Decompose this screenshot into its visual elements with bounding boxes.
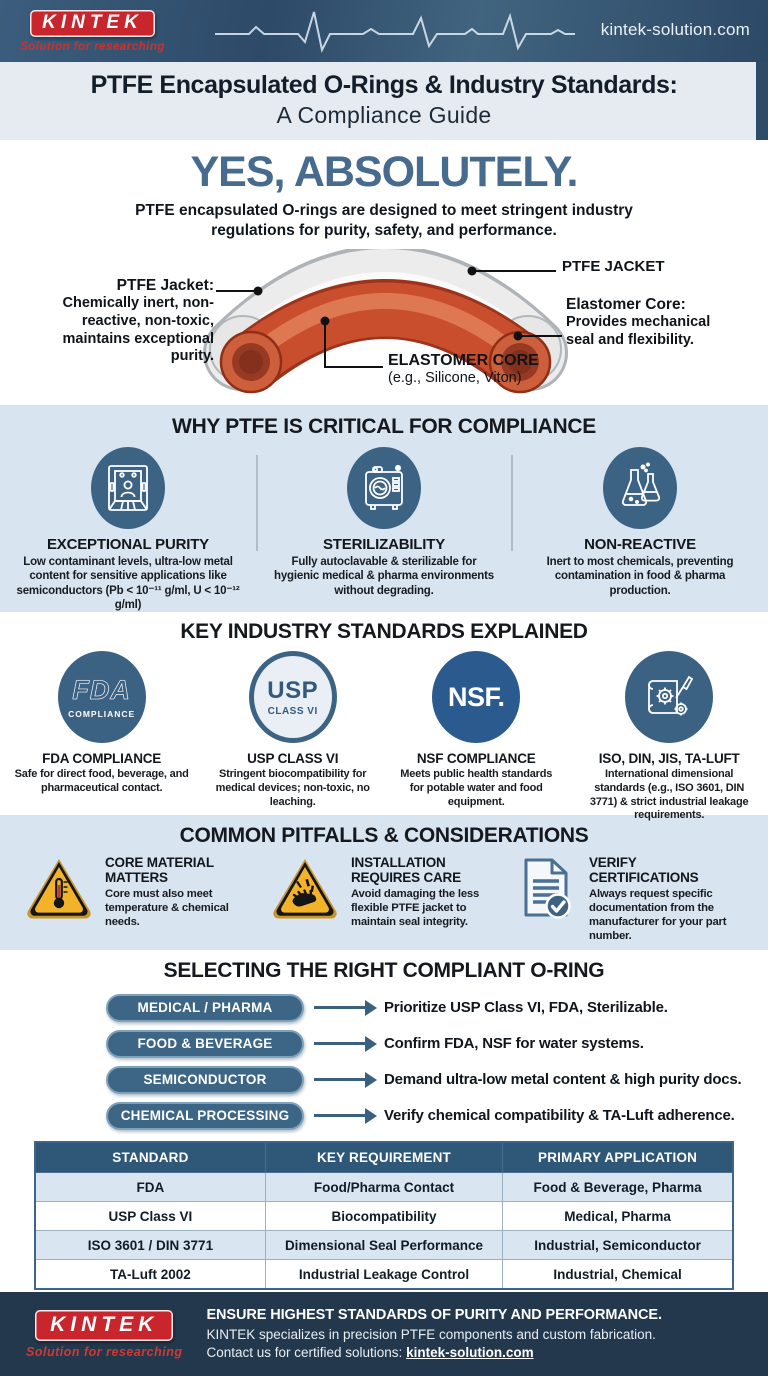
arrow-right-icon [314,1006,366,1010]
standard-title: NSF COMPLIANCE [416,751,536,766]
website-text: kintek-solution.com [600,20,750,39]
table-header-row [35,1142,733,1173]
selecting-row-text: Confirm FDA, NSF for water systems. [384,1035,644,1052]
why-item-body: Low contaminant levels, ultra-low metal content for sensitive applications like semiconductors (Pb < 10⁻¹¹ g/ml, U < 10⁻¹² g/ml) [16,556,240,612]
selecting-row-text: Demand ultra-low metal content & high purity docs. [384,1071,742,1088]
label-body: Provides mechanical seal and flexibility. [566,314,711,348]
cell-standard: USP Class VI [35,1202,265,1231]
why-item-purity [0,447,256,613]
badge-subtext: COMPLIANCE [68,709,136,719]
selecting-row-chemical [106,1101,768,1130]
cell-application: Medical, Pharma [503,1202,733,1231]
badge-subtext: CLASS VI [267,706,318,717]
food-beverage-pill: FOOD & BEVERAGE [106,1030,304,1058]
blueprint-gears-icon [625,651,713,743]
label-title: PTFE Jacket: [116,277,214,295]
standard-body: Safe for direct food, beverage, and pharmaceutical contact. [14,768,189,794]
badge-text: USP [267,677,319,704]
table-row [35,1173,733,1202]
document-check-icon [514,855,580,928]
table-row [35,1260,733,1290]
pitfall-item-installation [268,855,500,943]
why-item-body: Fully autoclavable & sterilizable for hygienic medical & pharma environments without degrading. [274,556,494,597]
page-title: PTFE Encapsulated O-Rings & Industry Standards: [90,71,678,99]
table-row [35,1231,733,1260]
fda-compliance-badge-icon [58,651,146,743]
footer-heading: ENSURE HIGHEST STANDARDS OF PURITY AND PERFORMANCE. [206,1307,662,1324]
pitfall-body: Always request specific documentation from the manufacturer for your part number. [589,888,727,942]
hero-section [0,140,768,405]
arrow-right-icon [314,1078,366,1082]
column-divider [256,455,258,551]
footer-kintek-logo [26,1310,182,1359]
standards-table [34,1141,734,1290]
chemical-processing-pill: CHEMICAL PROCESSING [106,1102,304,1130]
label-title: Elastomer Core: [566,296,686,314]
cell-application: Industrial, Chemical [503,1260,733,1290]
selecting-row-text: Verify chemical compatibility & TA-Luft adherence. [384,1107,735,1124]
label-sub: (e.g., Silicone, Viton) [388,370,522,387]
standard-item-fda [0,651,203,823]
why-item-title: STERILIZABILITY [323,536,445,553]
why-ptfe-section [0,405,768,612]
footer-contact-prefix: Contact us for certified solutions: [206,1345,407,1361]
pitfall-item-certifications [514,855,746,943]
pitfalls-section [0,815,768,950]
standard-body: Stringent biocompatibility for medical devices; non-toxic, no leaching. [215,768,370,808]
col-header-requirement: KEY REQUIREMENT [265,1142,502,1173]
selecting-section-title: SELECTING THE RIGHT COMPLIANT O-RING [163,959,605,982]
selecting-row-semiconductor [106,1065,768,1094]
footer-line3 [206,1344,661,1362]
why-item-sterilizability [256,447,512,613]
nsf-badge-icon [432,651,520,743]
label-elastomer-core-right [566,296,736,349]
standard-item-usp [203,651,382,823]
why-item-title: NON-REACTIVE [584,536,696,553]
cell-application: Food & Beverage, Pharma [503,1173,733,1202]
page-subtitle: A Compliance Guide [276,102,492,128]
cell-requirement: Dimensional Seal Performance [265,1231,502,1260]
label-elastomer-core-bottom [388,352,539,388]
standard-title: ISO, DIN, JIS, TA-LUFT [598,751,740,766]
selecting-row-medical [106,993,768,1022]
cell-standard: TA-Luft 2002 [35,1260,265,1290]
col-header-application: PRIMARY APPLICATION [503,1142,733,1173]
arrow-right-icon [314,1114,366,1118]
badge-text: FDA [72,675,131,705]
selecting-row-food [106,1029,768,1058]
selecting-section [0,950,768,1135]
col-header-standard: STANDARD [35,1142,265,1173]
kintek-logo-box: KINTEK [30,10,155,37]
footer-text-block [206,1306,661,1362]
table-row [35,1202,733,1231]
cell-application: Industrial, Semiconductor [503,1231,733,1260]
column-divider [511,455,513,551]
standard-title: FDA COMPLIANCE [42,751,162,766]
cell-standard: FDA [35,1173,265,1202]
footer-website-link[interactable]: kintek-solution.com [406,1345,534,1361]
cell-requirement: Food/Pharma Contact [265,1173,502,1202]
header [0,0,768,62]
label-ptfe-jacket-left [18,277,214,366]
footer-line2: KINTEK specializes in precision PTFE components and custom fabrication. [206,1326,656,1342]
label-ptfe-jacket-top: PTFE JACKET [562,258,665,276]
standard-item-nsf [382,651,570,823]
standard-body: International dimensional standards (e.g., ISO 3601, DIN 3771) & strict industrial leakage requirements. [589,768,749,822]
standards-section-title: KEY INDUSTRY STANDARDS EXPLAINED [180,620,588,643]
semiconductor-pill: SEMICONDUCTOR [106,1066,304,1094]
arrow-right-icon [314,1042,366,1046]
warning-crush-hand-icon [268,855,342,928]
pitfall-title: CORE MATERIAL MATTERS [105,855,214,886]
pitfalls-section-title: COMMON PITFALLS & CONSIDERATIONS [179,824,589,847]
pitfall-body: Core must also meet temperature & chemical needs. [105,888,229,928]
kintek-logo-box: KINTEK [35,1310,173,1341]
heartbeat-line-icon [215,6,575,58]
why-item-title: EXCEPTIONAL PURITY [47,536,209,553]
title-band [0,62,768,140]
cell-requirement: Biocompatibility [265,1202,502,1231]
usp-class-vi-badge-icon [249,651,337,743]
standard-title: USP CLASS VI [247,751,339,766]
footer [0,1292,768,1376]
selecting-row-text: Prioritize USP Class VI, FDA, Sterilizable. [384,999,668,1016]
pitfall-item-core-material [22,855,254,943]
label-title: ELASTOMER CORE [388,352,539,370]
standard-body: Meets public health standards for potable water and food equipment. [400,768,553,808]
pitfall-title: INSTALLATION REQUIRES CARE [351,855,461,886]
standard-item-iso [570,651,768,823]
cell-requirement: Industrial Leakage Control [265,1260,502,1290]
pitfall-title: VERIFY CERTIFICATIONS [589,855,699,886]
logo-tagline: Solution for researching [26,1344,183,1359]
hero-heading: YES, ABSOLUTELY. [190,148,578,196]
cleanroom-icon [91,447,165,529]
autoclave-icon [347,447,421,529]
kintek-logo [20,10,165,53]
oring-diagram [0,249,768,414]
standards-table-section [0,1135,768,1292]
badge-text: NSF. [447,681,505,712]
warning-thermometer-icon [22,855,96,928]
medical-pharma-pill: MEDICAL / PHARMA [106,994,304,1022]
right-edge-strip [756,62,768,140]
label-body: Chemically inert, non-reactive, non-toxic, maintains exceptional purity. [62,295,214,365]
logo-tagline: Solution for researching [20,40,165,53]
cell-standard: ISO 3601 / DIN 3771 [35,1231,265,1260]
why-item-nonreactive [512,447,768,613]
hero-subheading: PTFE encapsulated O-rings are designed to meet stringent industry regulations for purity, safety, and performance. [135,202,633,240]
why-item-body: Inert to most chemicals, preventing contamination in food & pharma production. [546,556,734,597]
pitfall-body: Avoid damaging the less flexible PTFE jacket to maintain seal integrity. [351,888,480,928]
flasks-icon [603,447,677,529]
why-section-title: WHY PTFE IS CRITICAL FOR COMPLIANCE [172,415,596,438]
standards-section [0,612,768,822]
